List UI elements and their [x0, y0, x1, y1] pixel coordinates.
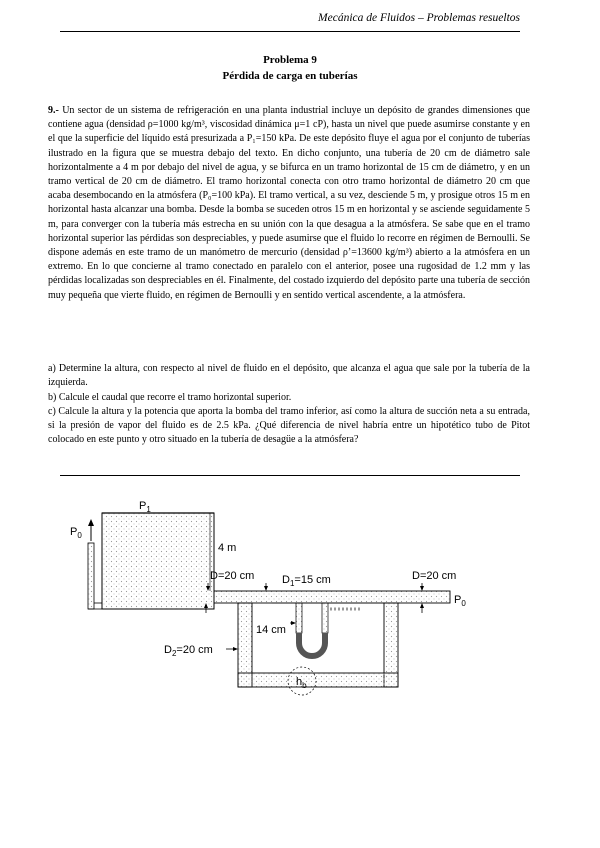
header-divider: [60, 31, 520, 32]
d1-label: $D_1=15$ cm: [282, 574, 331, 588]
depth-label: 4 m: [218, 542, 237, 554]
manometer-arrows: [290, 621, 296, 625]
top-pipe: [214, 591, 450, 603]
d2-arrow-icon: [226, 647, 238, 651]
bottom-pipe: [238, 673, 398, 687]
mercury-manometer: [296, 603, 360, 656]
question-c: c) Calcule la altura y la potencia que aporta la bomba del tramo inferior, así como la altura de succión neta a su entrada, si la presión de vapor del fluido es de 2.5 kPa. ¿Qué diferencia de nivel habría entre un hipotético tubo de Pitot colocado en este punto y otro situado en la tubería de desagüe a la atmósfera?: [48, 406, 530, 446]
pipe-system-figure: [60, 485, 520, 715]
pump-label: $h_b$: [296, 676, 307, 690]
manometer-label: 14 cm: [256, 624, 286, 636]
left-vent-tube: [88, 543, 102, 609]
figure-divider: [60, 475, 520, 476]
running-header: Mecánica de Fluidos – Problemas resueltos: [318, 12, 520, 24]
question-b: b) Calcule el caudal que recorre el tramo horizontal superior.: [48, 392, 292, 403]
question-a: a) Determine la altura, con respecto al nivel de fluido en el depósito, que alcanza el agua que sale por la tubería de la izquierda.: [48, 363, 530, 389]
problem-subtitle: Pérdida de carga en tuberías: [222, 70, 358, 82]
problem-number: 9.-: [48, 105, 59, 116]
up-arrow-icon: [88, 519, 94, 541]
problem-title: Problema 9: [263, 54, 317, 66]
p0-left-label: $P_0$: [70, 526, 82, 540]
d2-label: $D_2=20$ cm: [164, 644, 213, 658]
statement-text: Un sector de un sistema de refrigeración en una planta industrial incluye un depósito de grandes dimensiones que contiene agua (densidad ρ=1000 kg/m³, viscosidad dinámica μ=1 cP), hasta un nivel que puede asumirse constante y en el que la superficie del líquido está presurizada a P₁=150 kPa. De este depósito fluye el agua por el conjunto de tuberías ilustrado en la figura que se muestra debajo del texto. En dicho conjunto, una tubería de 20 cm de diámetro sale horizontalmente a 4 m por debajo del nivel de agua, y se bifurca en un tramo horizontal de 15 cm de diámetro, y en un tramo vertical de 20 cm de diámetro. El tramo horizontal conecta con otro tramo horizontal de diámetro 20 cm que acaba desembocando en la atmósfera (P₀=100 kPa). El tramo vertical, a su vez, desciende 5 m, y prosigue otros 15 m en horizontal hasta alcanzar una bomba. Desde la bomba se suceden otros 15 m en horizontal y se asciende seguidamente 5 m, para converger con la tubería más estrecha en su unión con la que desagua a la atmósfera. Se sabe que en el tramo horizontal superior las pérdidas son despreciables, y puede asumirse que el fluido lo recorre en régimen de Bernoulli. Se dispone además en este tramo de un manómetro de mercurio (densidad ρ’=13600 kg/m³) abierto a la atmósfera en un extremo. En lo que concierne al tramo conectado en paralelo con el anterior, posee una rugosidad de 1.2 mm y las pérdidas localizadas son despreciables en él. Finalmente, del costado izquierdo del depósito parte una tubería de sección muy pequeña que vierte fluido, en régimen de Bernoulli y en sentido vertical ascendente, a la atmósfera.: [48, 105, 530, 301]
p0-right-label: $P_0$: [454, 594, 466, 608]
d-left-label: D=20 cm: [210, 570, 255, 582]
p1-label: $P_1$: [139, 500, 151, 514]
d-right-label: D=20 cm: [412, 570, 457, 582]
problem-statement: [48, 104, 530, 303]
tank: [102, 513, 214, 609]
